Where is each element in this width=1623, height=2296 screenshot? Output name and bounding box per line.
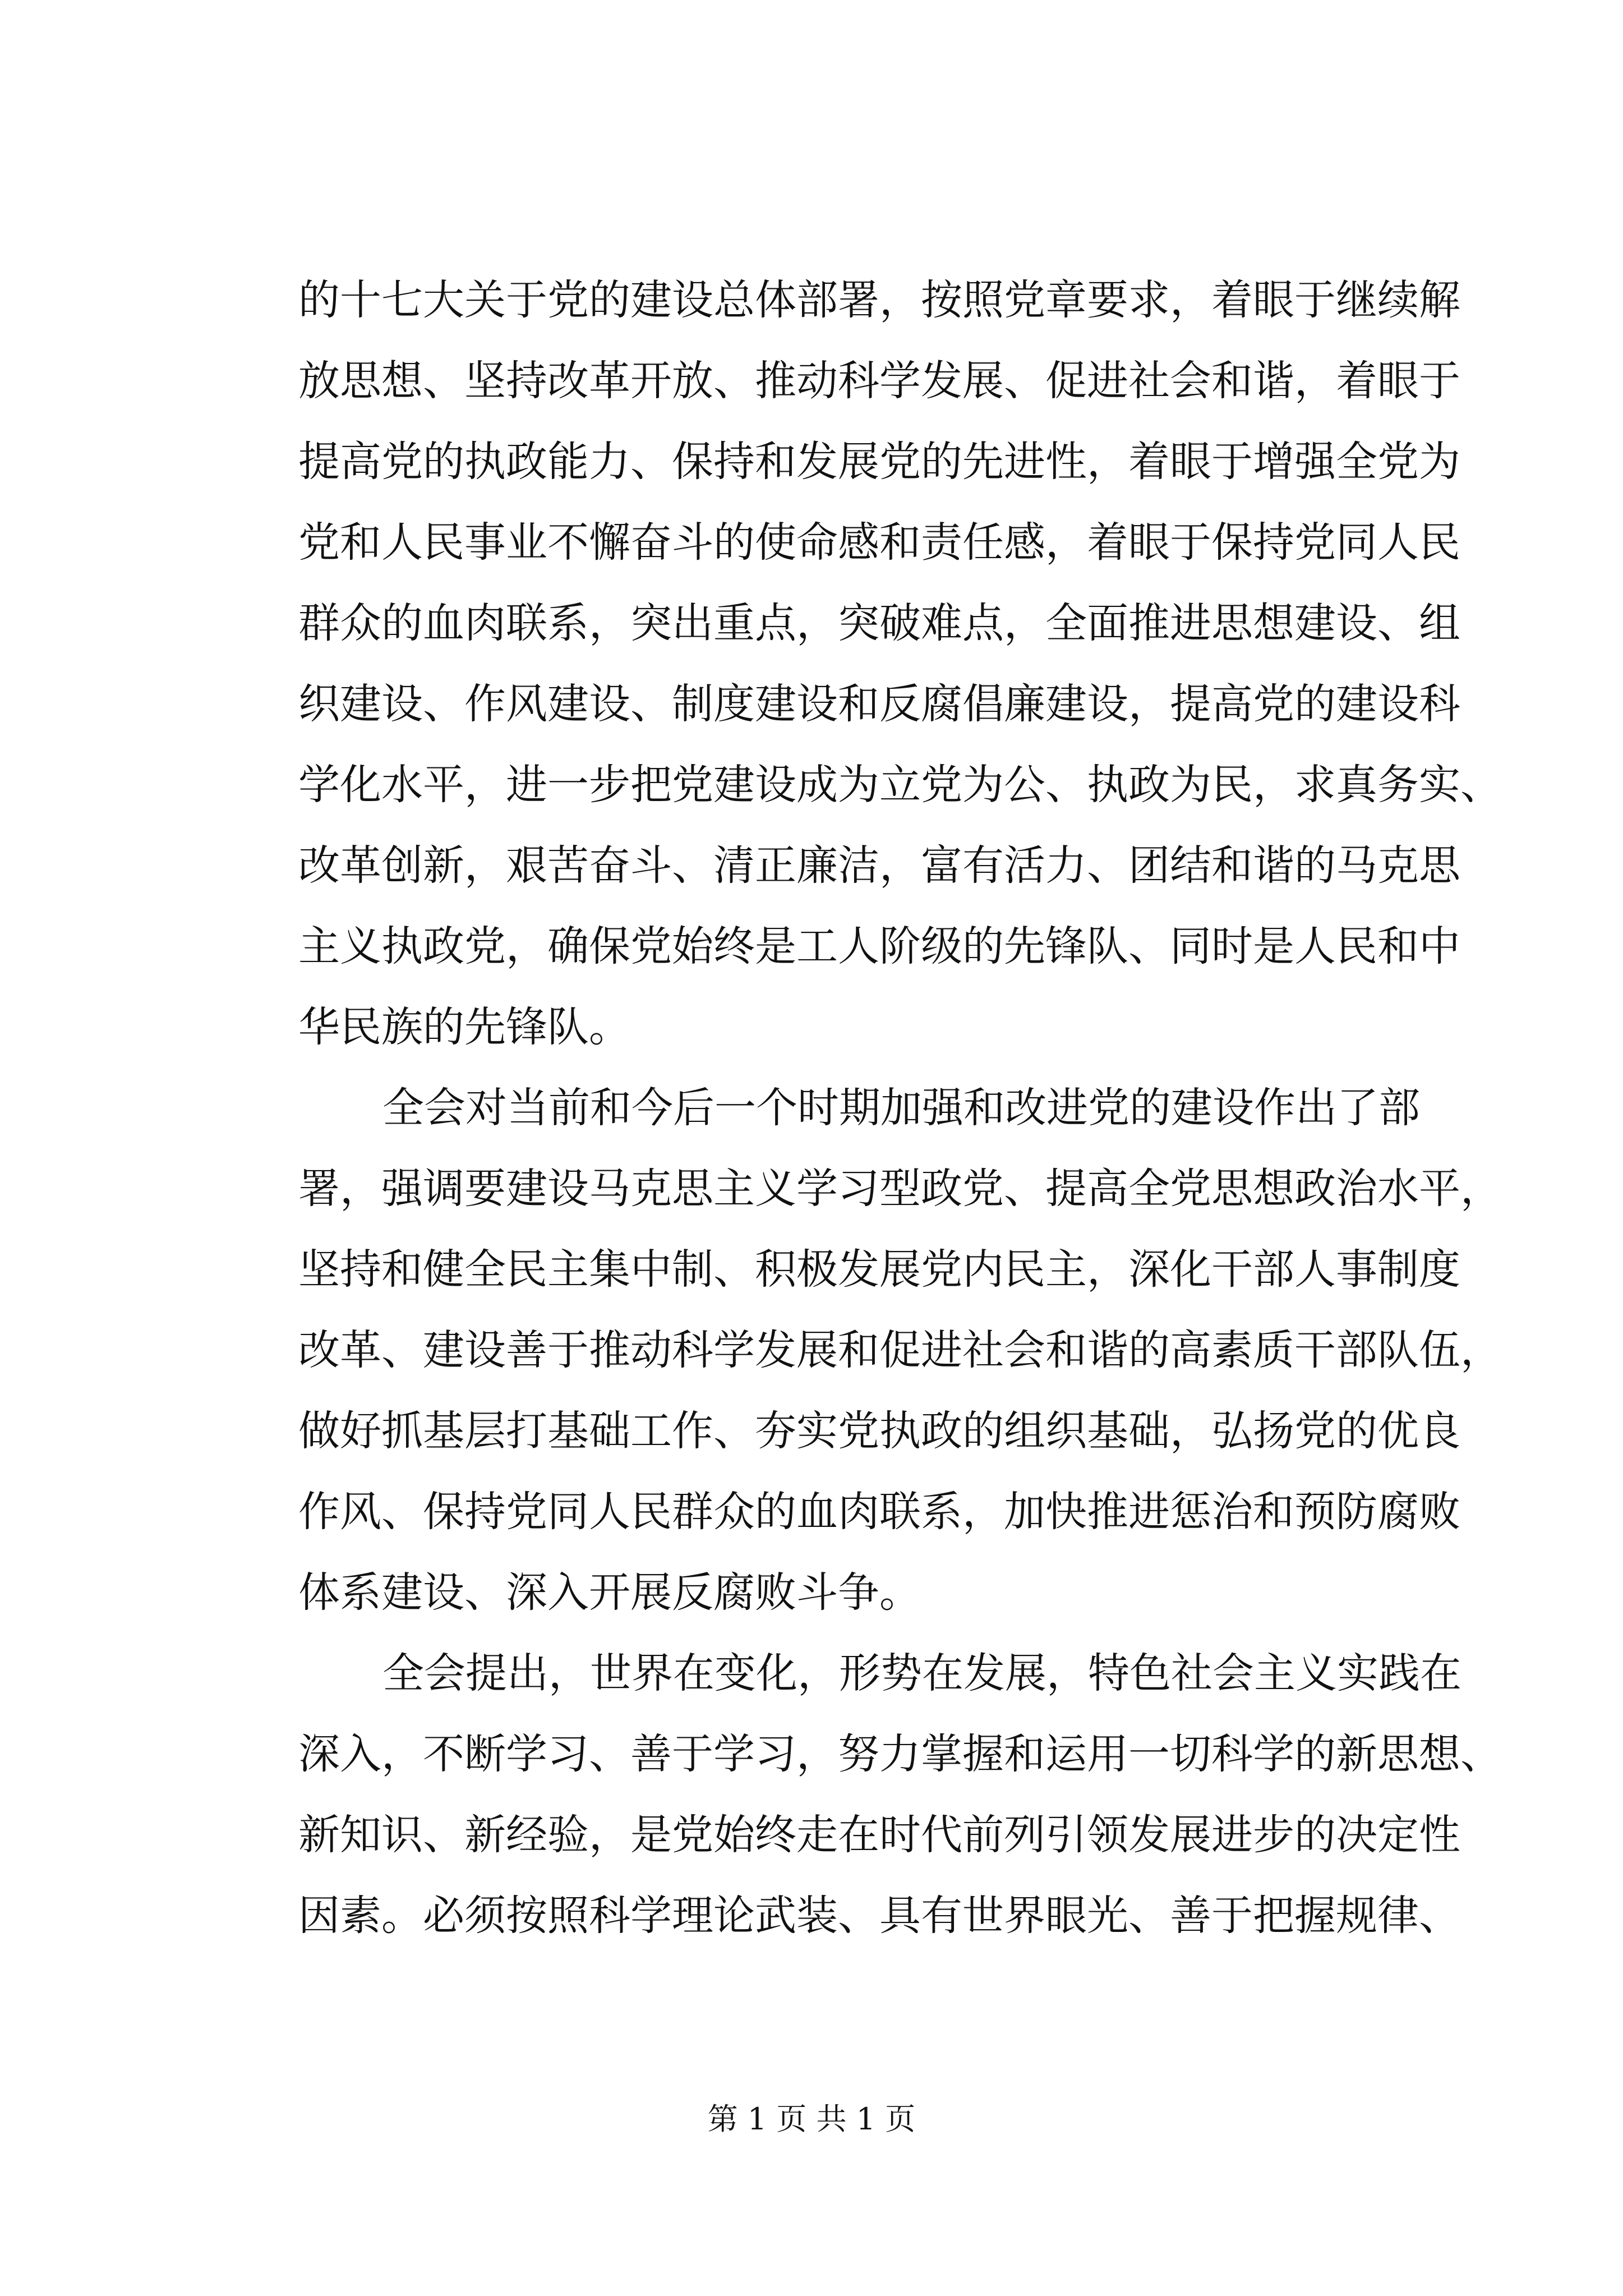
text-line: 坚持和健全民主集中制、积极发展党内民主，深化干部人事制度 — [298, 1245, 1460, 1294]
text-line: 改革创新，艰苦奋斗、清正廉洁，富有活力、团结和谐的马克思 — [298, 841, 1460, 890]
text-line: 放思想、坚持改革开放、推动科学发展、促进社会和谐，着眼于 — [298, 357, 1460, 405]
text-line: 的十七大关于党的建设总体部署，按照党章要求，着眼于继续解 — [298, 276, 1460, 324]
paragraph-first-line: 全会对当前和今后一个时期加强和改进党的建设作出了部 — [382, 1084, 1420, 1132]
paragraph-first-line: 全会提出，世界在变化，形势在发展，特色社会主义实践在 — [382, 1649, 1461, 1697]
text-line: 华民族的先锋队。 — [298, 1003, 630, 1051]
text-line: 深入，不断学习、善于学习，努力掌握和运用一切科学的新思想、 — [298, 1730, 1502, 1778]
text-line: 改革、建设善于推动科学发展和促进社会和谐的高素质干部队伍， — [298, 1326, 1502, 1374]
text-line: 新知识、新经验，是党始终走在时代前列引领发展进步的决定性 — [298, 1811, 1460, 1859]
page-footer: 第 1 页 共 1 页 — [707, 2101, 916, 2137]
text-line: 做好抓基层打基础工作、夯实党执政的组织基础，弘扬党的优良 — [298, 1407, 1460, 1455]
text-line: 主义执政党，确保党始终是工人阶级的先锋队、同时是人民和中 — [298, 922, 1460, 970]
text-line: 因素。必须按照科学理论武装、具有世界眼光、善于把握规律、 — [298, 1892, 1460, 1940]
text-line: 体系建设、深入开展反腐败斗争。 — [298, 1568, 921, 1617]
text-line: 提高党的执政能力、保持和发展党的先进性，着眼于增强全党为 — [298, 438, 1460, 486]
text-line: 群众的血肉联系，突出重点，突破难点，全面推进思想建设、组 — [298, 599, 1460, 647]
text-line: 学化水平，进一步把党建设成为立党为公、执政为民，求真务实、 — [298, 761, 1502, 809]
text-line: 织建设、作风建设、制度建设和反腐倡廉建设，提高党的建设科 — [298, 680, 1460, 728]
text-line: 作风、保持党同人民群众的血肉联系，加快推进惩治和预防腐败 — [298, 1488, 1460, 1536]
document-body — [298, 260, 1502, 1956]
text-line: 党和人民事业不懈奋斗的使命感和责任感，着眼于保持党同人民 — [298, 518, 1460, 567]
text-line: 署，强调要建设马克思主义学习型政党、提高全党思想政治水平， — [298, 1165, 1502, 1213]
